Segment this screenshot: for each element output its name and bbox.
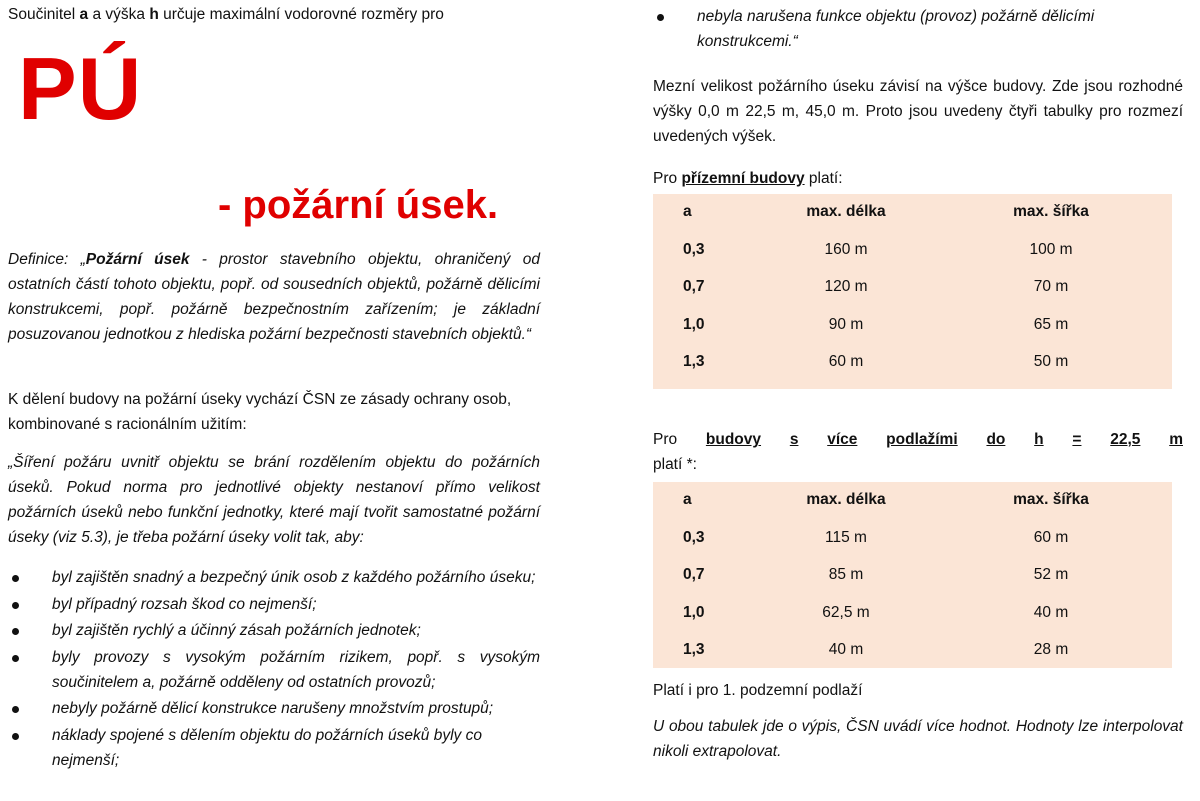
- quote-paragraph: „Šíření požáru uvnitř objektu se brání rozdělením objektu do požárních úseků. Pokud norma pro jednotlivé objekty nestanoví přímo velikost požárních úseků nebo funkční jednotky, které mají tvořit samostatné požární úseky (viz 5.3), je třeba požární úseky volit tak, aby:: [8, 454, 540, 546]
- bullet-icon: [12, 733, 19, 740]
- section-emphasis: do: [986, 431, 1006, 448]
- cell-length: 120 m: [824, 278, 868, 295]
- section-emphasis: =: [1072, 431, 1082, 448]
- cell-a: 0,3: [683, 528, 705, 546]
- header-cell-length: max. délka: [806, 203, 886, 220]
- list-item: [8, 565, 540, 590]
- header-cell-a: a: [683, 203, 692, 220]
- list-item: [8, 592, 540, 617]
- table-multi-storey: [653, 482, 1172, 668]
- table-row: [653, 520, 1172, 558]
- table-row: [653, 632, 1172, 670]
- intro-text: a výška: [88, 6, 150, 23]
- intro-paragraph: [8, 2, 540, 27]
- table-row: [653, 344, 1172, 382]
- cell-a: 0,7: [683, 566, 705, 583]
- section-emphasis: podlažími: [886, 431, 958, 448]
- cell-width: 60 m: [1033, 528, 1069, 546]
- page-title: PÚ: [18, 39, 143, 138]
- limit-paragraph: Mezní velikost požárního úseku závisí na výšce budovy. Zde jsou rozhodné výšky 0,0 m 22,5 m, 45,0 m. Proto jsou uvedeny čtyři tabulky pro rozmezí uvedených výšek.: [653, 78, 1183, 145]
- intro-text: Součinitel: [8, 6, 80, 23]
- bullet-icon: [12, 655, 19, 662]
- header-cell-width: max. šířka: [1013, 203, 1089, 220]
- cell-length: 60 m: [828, 353, 864, 370]
- cell-width: 52 m: [1033, 566, 1069, 583]
- list-item-text: byl zajištěn snadný a bezpečný únik osob z každého požárního úseku;: [52, 569, 536, 586]
- cell-a: 1,0: [683, 315, 705, 333]
- list-item-text: byly provozy s vysokým požárním rizikem, popř. s vysokým součinitelem a, požárně odděleny od ostatních provozů;: [52, 648, 540, 691]
- table-row: [653, 595, 1172, 633]
- cell-length: 85 m: [828, 566, 864, 583]
- section-text: platí *:: [653, 456, 697, 473]
- section-emphasis: 22,5: [1110, 431, 1141, 448]
- bullet-icon: [12, 706, 19, 713]
- table-row: [653, 269, 1172, 307]
- section-multi-storey-heading: [653, 427, 1183, 477]
- cell-a: 0,3: [683, 240, 705, 258]
- basement-note: Platí i pro 1. podzemní podlaží: [653, 682, 863, 699]
- cell-length: 40 m: [828, 641, 864, 658]
- cell-width: 65 m: [1033, 315, 1069, 333]
- section-emphasis: přízemní budovy: [681, 170, 805, 187]
- list-item: [8, 618, 540, 643]
- list-item: [653, 4, 1183, 54]
- list-item: [8, 723, 540, 773]
- bullet-list: [8, 565, 540, 774]
- definition-paragraph: [8, 247, 540, 347]
- section-text: platí:: [804, 170, 843, 187]
- section-text: Pro: [653, 431, 678, 448]
- table-header-row: [653, 194, 1172, 232]
- section-emphasis: budovy: [705, 431, 762, 448]
- table-header-row: [653, 482, 1172, 520]
- list-item-text: nebyla narušena funkce objektu (provoz) požárně dělicími konstrukcemi.“: [697, 8, 1095, 50]
- cell-a: 1,0: [683, 603, 705, 621]
- definition-term: Požární úsek: [85, 251, 190, 268]
- table-row: [653, 557, 1172, 595]
- section-ground-floor-heading: [653, 166, 1183, 191]
- section-text: Pro: [653, 170, 682, 187]
- intro-h: h: [149, 6, 159, 23]
- section-emphasis: s: [789, 431, 799, 448]
- bullet-list-continued: [653, 4, 1183, 54]
- definition-lead: Definice: „: [8, 251, 86, 268]
- bullet-icon: [12, 575, 19, 582]
- cell-width: 40 m: [1033, 603, 1069, 621]
- bullet-icon: [12, 602, 19, 609]
- division-paragraph: K dělení budovy na požární úseky vychází ČSN ze zásady ochrany osob, kombinované s racionálním užitím:: [8, 391, 512, 433]
- cell-length: 90 m: [828, 315, 864, 333]
- cell-a: 0,7: [683, 278, 705, 295]
- table-row: [653, 307, 1172, 345]
- cell-length: 160 m: [824, 240, 868, 258]
- cell-width: 100 m: [1029, 240, 1073, 258]
- section-heading-line: [653, 427, 1183, 452]
- cell-a: 1,3: [683, 353, 705, 370]
- list-item: [8, 696, 540, 721]
- bullet-icon: [657, 14, 664, 21]
- list-item-text: nebyly požárně dělicí konstrukce narušeny množstvím prostupů;: [52, 700, 494, 717]
- header-cell-width: max. šířka: [1013, 491, 1089, 508]
- cell-width: 70 m: [1033, 278, 1069, 295]
- header-cell-length: max. délka: [806, 491, 886, 508]
- cell-width: 28 m: [1033, 641, 1069, 658]
- bullet-icon: [12, 628, 19, 635]
- list-item-text: byl zajištěn rychlý a účinný zásah požárních jednotek;: [52, 622, 421, 639]
- list-item-text: náklady spojené s dělením objektu do požárních úseků byly co nejmenší;: [52, 726, 482, 769]
- table-ground-floor: [653, 194, 1172, 389]
- section-emphasis: více: [827, 431, 858, 448]
- list-item: [8, 645, 540, 695]
- cell-length: 115 m: [825, 528, 867, 546]
- section-emphasis: h: [1034, 431, 1044, 448]
- header-cell-a: a: [683, 491, 692, 508]
- interpolation-note: U obou tabulek jde o výpis, ČSN uvádí více hodnot. Hodnoty lze interpolovat nikoli extrapolovat.: [653, 718, 1183, 760]
- list-item-text: byl případný rozsah škod co nejmenší;: [52, 595, 317, 613]
- page-subtitle: - požární úsek.: [218, 183, 499, 227]
- cell-length: 62,5 m: [822, 603, 870, 621]
- table-row: [653, 232, 1172, 270]
- intro-text: určuje maximální vodorovné rozměry pro: [158, 6, 444, 23]
- definition-text: - prostor stavebního objektu, ohraničený od ostatních částí tohoto objektu, popř. od sousedních objektů, požárně dělicími konstrukcemi, popř. požárně bezpečnostním zařízením; je základní posuzovanou jednotkou z hlediska požární bezpečnosti stavebních objektů.“: [8, 251, 540, 343]
- cell-a: 1,3: [683, 641, 705, 658]
- section-emphasis: m: [1169, 431, 1183, 448]
- intro-a: a: [79, 6, 89, 23]
- cell-width: 50 m: [1033, 353, 1069, 370]
